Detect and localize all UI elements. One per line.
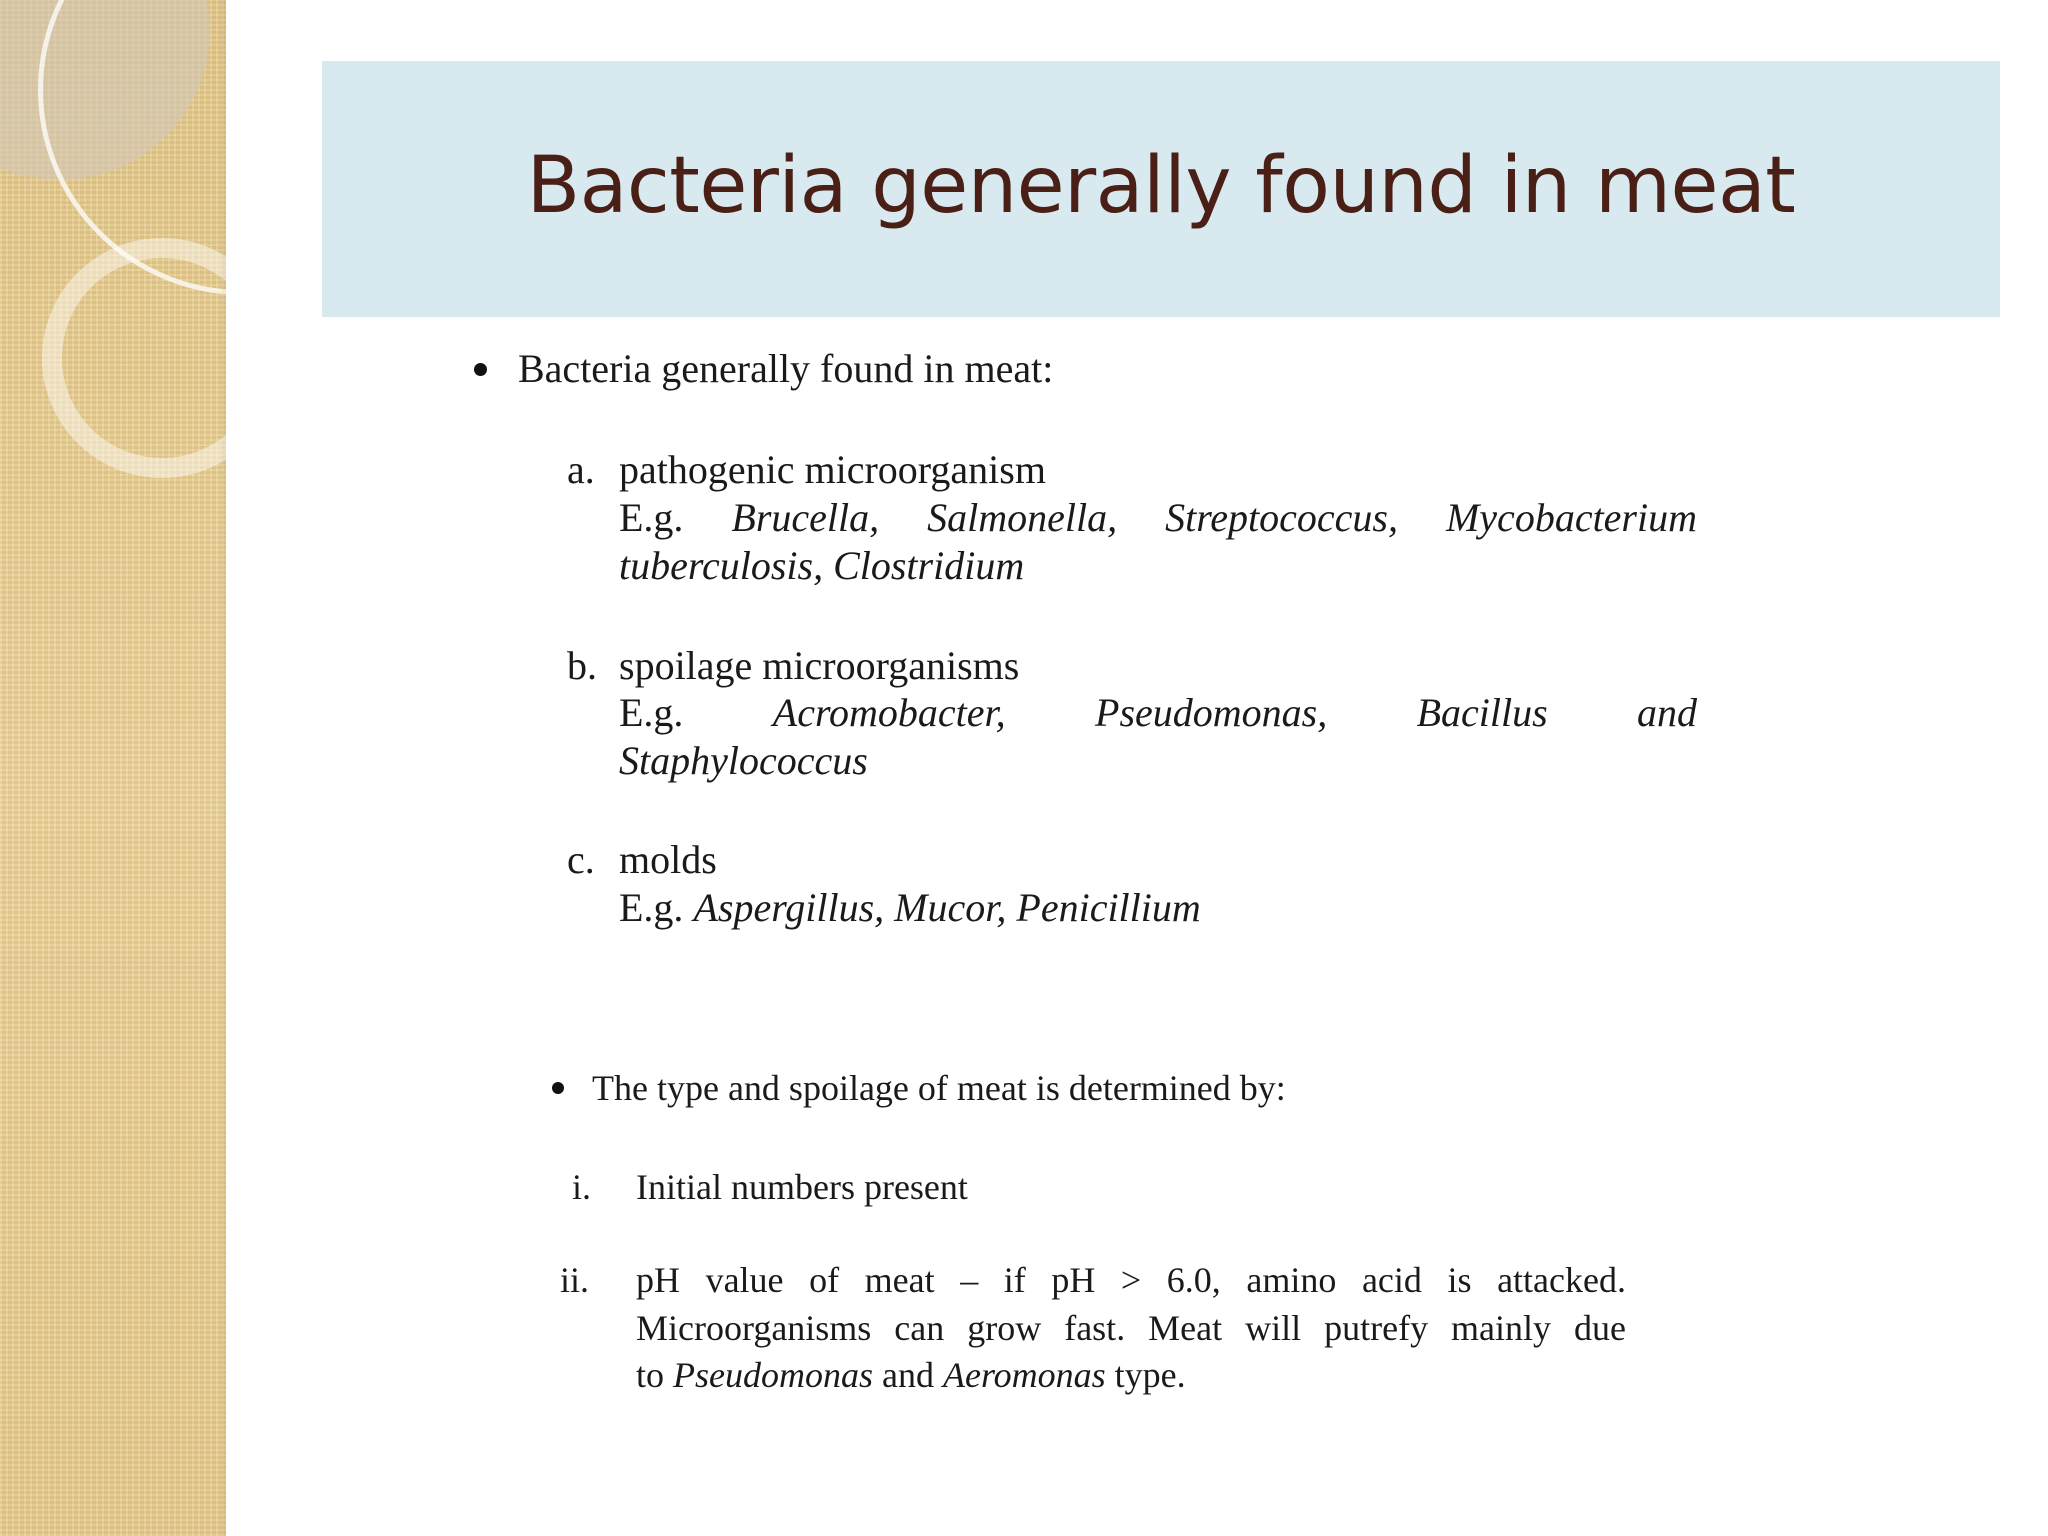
factor-i-marker: i. xyxy=(572,1167,592,1207)
slide-title: Bacteria generally found in meat xyxy=(526,141,1796,231)
group-b-marker: b. xyxy=(567,643,597,688)
factor-ii-line1: pH value of meat – if pH > 6.0, amino acid is attacked. xyxy=(636,1260,1626,1300)
group-c-heading: molds xyxy=(619,837,717,882)
group-b-heading: spoilage microorganisms xyxy=(619,643,1020,688)
second-bullet-text: The type and spoilage of meat is determined by: xyxy=(592,1068,1286,1108)
factor-ii-line2: Microorganisms can grow fast. Meat will putrefy mainly due xyxy=(636,1308,1626,1348)
factor-ii-marker: ii. xyxy=(560,1260,590,1300)
group-a-heading: pathogenic microorganism xyxy=(619,447,1046,492)
group-b-eg: E.g. xyxy=(619,690,684,735)
factor-i-text: Initial numbers present xyxy=(636,1167,968,1207)
group-a-eg: E.g. xyxy=(619,495,684,540)
title-bar xyxy=(322,61,2000,317)
factor-ii-line3: to Pseudomonas and Aeromonas type. xyxy=(636,1355,1186,1395)
group-c-examples-line1: E.g. Aspergillus, Mucor, Penicillium xyxy=(619,885,1201,930)
bullet-dot xyxy=(552,1082,564,1094)
group-a-examples-line2: tuberculosis, Clostridium xyxy=(619,543,1025,588)
group-b-examples-line1: E.g. Acromobacter, Pseudomonas, Bacillus and xyxy=(619,690,1697,735)
group-b-examples-line2: Staphylococcus xyxy=(619,738,868,783)
intro-bullet-text: Bacteria generally found in meat: xyxy=(518,346,1054,391)
group-a-examples-line1: E.g. Brucella, Salmonella, Streptococcus, Mycobacterium xyxy=(619,495,1697,540)
decorative-ring-small xyxy=(42,238,226,478)
group-a-marker: a. xyxy=(567,447,595,492)
bullet-dot xyxy=(474,363,487,376)
group-c-marker: c. xyxy=(567,837,595,882)
decorative-sidebar xyxy=(0,0,226,1536)
group-c-eg: E.g. xyxy=(619,885,684,930)
